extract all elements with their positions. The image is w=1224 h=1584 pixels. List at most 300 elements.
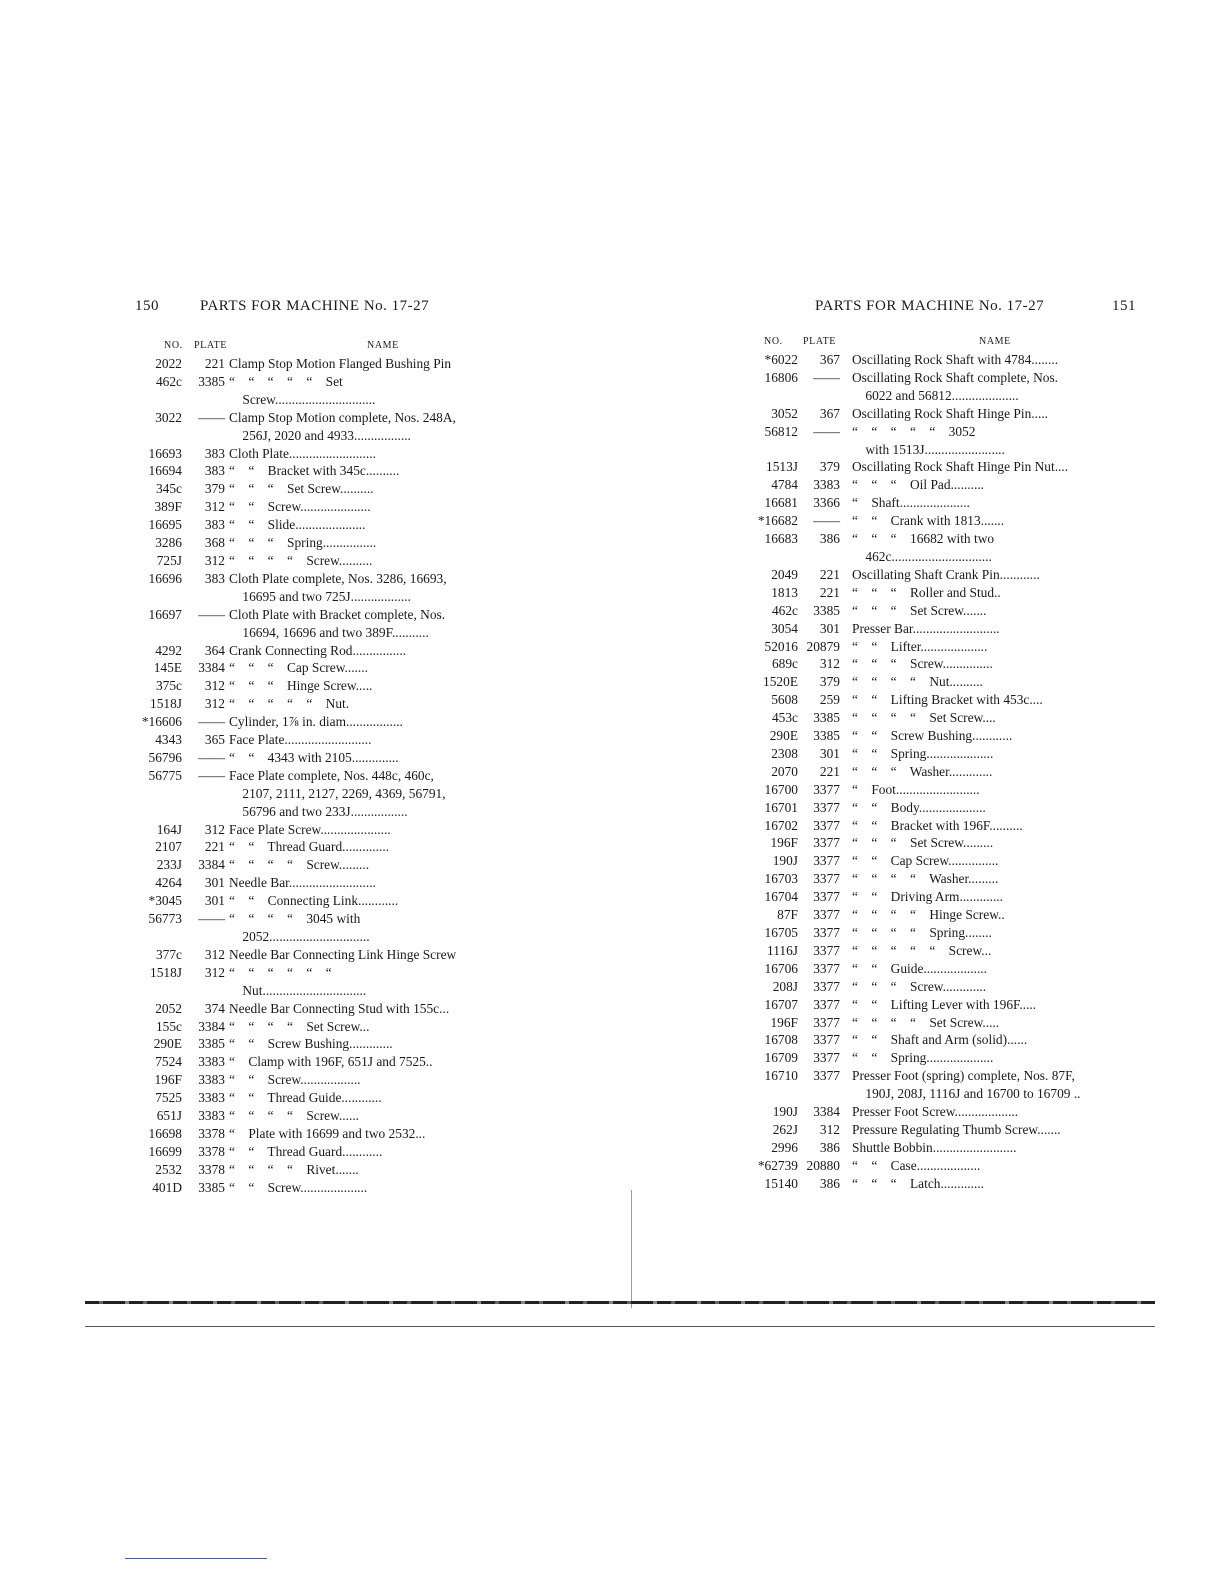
part-name: Pressure Regulating Thumb Screw....... [852, 1121, 1061, 1137]
part-number: 2532 [155, 1161, 182, 1177]
part-number: 2107 [155, 839, 182, 855]
part-name: “ “ Thread Guard............ [229, 1143, 383, 1159]
part-name: 190J, 208J, 1116J and 16700 to 16709 .. [852, 1086, 1081, 1102]
parts-list [130, 355, 523, 1197]
part-name: “ “ “ “ Set Screw.... [852, 710, 996, 726]
plate-number: 386 [819, 1175, 840, 1191]
part-number: 190J [772, 853, 798, 869]
part-number: 56812 [764, 423, 798, 439]
table-row [130, 355, 523, 373]
plate-number: 3377 [813, 960, 840, 976]
plate-number: 312 [819, 1121, 840, 1137]
plate-number: 3383 [198, 1054, 225, 1070]
table-row [745, 620, 1133, 638]
part-name: Cloth Plate with Bracket complete, Nos. [229, 606, 446, 622]
part-number: 16702 [764, 817, 798, 833]
table-row [130, 1161, 523, 1179]
part-name: “ “ “ Set Screw.......... [229, 481, 374, 497]
table-row [745, 369, 1133, 387]
part-number: 16707 [764, 996, 798, 1012]
plate-number: 3385 [813, 602, 840, 618]
part-name: “ “ “ “ Spring........ [852, 925, 992, 940]
column-header-no: NO. [164, 340, 183, 351]
plate-number: 3384 [813, 1104, 840, 1120]
part-number: 4264 [155, 875, 182, 891]
part-name: with 1513J........................ [852, 441, 1005, 457]
part-name: Cylinder, 1⅞ in. diam................. [229, 714, 403, 730]
table-row [130, 659, 523, 677]
plate-number: 3377 [813, 978, 840, 994]
part-number: 16683 [764, 531, 798, 547]
part-name: “ “ Screw Bushing............ [852, 728, 1013, 744]
part-name: Clamp Stop Motion complete, Nos. 248A, [229, 409, 456, 425]
table-row [130, 1107, 523, 1125]
part-number: 16699 [148, 1143, 182, 1159]
plate-number: 3377 [813, 907, 840, 923]
plate-number: 365 [204, 732, 225, 748]
part-number: *62739 [757, 1157, 798, 1173]
table-row [745, 727, 1133, 745]
part-name: Oscillating Rock Shaft complete, Nos. [852, 369, 1059, 385]
part-name: Crank Connecting Rod................ [229, 642, 407, 658]
plate-number: 3377 [813, 925, 840, 940]
part-name: “ “ “ Screw............. [852, 978, 987, 994]
part-number: 3022 [155, 409, 182, 425]
table-row [130, 731, 523, 749]
plate-number: 221 [819, 763, 840, 779]
part-number: 345c [155, 481, 182, 497]
part-number: 233J [156, 857, 182, 873]
plate-number: 312 [204, 696, 225, 712]
part-number: 1513J [766, 459, 798, 475]
plate-number: —— [198, 749, 225, 765]
part-name: “ “ Spring.................... [852, 745, 994, 761]
part-name: “ “ “ Hinge Screw..... [229, 678, 373, 694]
part-name: “ “ Screw.................. [229, 1072, 361, 1088]
plate-number: 3378 [198, 1125, 225, 1141]
part-name: “ “ Case................... [852, 1157, 981, 1173]
part-name: “ “ “ “ Rivet....... [229, 1161, 359, 1177]
table-row [745, 584, 1133, 602]
plate-number: 3377 [813, 853, 840, 869]
part-name: “ Foot......................... [852, 781, 980, 797]
part-number: 16703 [764, 871, 798, 887]
part-number: 1520E [763, 674, 798, 690]
table-row [745, 494, 1133, 512]
page-number: 150 [135, 298, 159, 314]
plate-number: 221 [819, 584, 840, 600]
part-number: 16698 [148, 1125, 182, 1141]
part-name: 462c.............................. [852, 548, 992, 564]
part-name: Oscillating Rock Shaft Hinge Pin..... [852, 405, 1049, 421]
table-row [130, 373, 523, 391]
part-number: 290E [769, 728, 798, 744]
plate-number: 3384 [198, 857, 225, 873]
parts-list [745, 351, 1133, 1193]
table-row [745, 763, 1133, 781]
part-number: 56796 [148, 749, 182, 765]
part-name: “ “ “ “ Set Screw... [229, 1018, 370, 1034]
part-name: “ “ “ “ “ Screw... [852, 942, 992, 958]
part-number: 7524 [155, 1054, 182, 1070]
plate-number: 312 [204, 678, 225, 694]
table-row [130, 606, 523, 624]
part-name: “ “ “ Set Screw....... [852, 602, 987, 618]
part-number: 87F [777, 907, 798, 923]
table-row [745, 978, 1133, 996]
part-number: 2070 [771, 763, 798, 779]
part-name: Needle Bar Connecting Stud with 155c... [229, 1000, 450, 1016]
table-row [130, 570, 523, 588]
part-name: “ “ “ Washer............. [852, 763, 993, 779]
part-name: “ “ “ “ Set Screw..... [852, 1014, 1000, 1030]
table-row [745, 960, 1133, 978]
table-row [745, 387, 1133, 405]
table-row [130, 445, 523, 463]
table-row [130, 946, 523, 964]
part-name: “ “ “ 16682 with two [852, 531, 995, 547]
part-name: Cloth Plate.......................... [229, 445, 376, 461]
plate-number: —— [813, 423, 840, 439]
part-number: 725J [156, 552, 182, 568]
part-number: 196F [770, 1014, 798, 1030]
table-row [130, 1071, 523, 1089]
part-name: “ “ Screw..................... [229, 499, 371, 515]
part-name: “ “ “ Screw............... [852, 656, 993, 672]
plate-number: 367 [819, 352, 840, 367]
part-number: 1813 [771, 584, 798, 600]
table-row [130, 1053, 523, 1071]
part-name: Oscillating Rock Shaft Hinge Pin Nut.... [852, 459, 1069, 475]
part-number: 651J [156, 1108, 182, 1124]
part-number: *6022 [764, 352, 798, 367]
part-name: Shuttle Bobbin......................... [852, 1139, 1017, 1155]
part-name: “ “ “ “ Nut.......... [852, 674, 983, 690]
table-row [130, 642, 523, 660]
table-row [745, 405, 1133, 423]
table-row [745, 638, 1133, 656]
part-number: 16708 [764, 1032, 798, 1048]
column-header-no: NO. [764, 336, 783, 347]
part-name: “ “ Bracket with 196F.......... [852, 817, 1023, 833]
part-number: 190J [772, 1104, 798, 1120]
column-header-name: NAME [367, 340, 399, 351]
table-row [130, 767, 523, 785]
table-row [745, 602, 1133, 620]
part-name: “ “ Spring.................... [852, 1050, 994, 1066]
part-name: Presser Foot Screw................... [852, 1104, 1019, 1120]
plate-number: 367 [819, 405, 840, 421]
table-row [745, 942, 1133, 960]
part-name: “ Shaft..................... [852, 495, 970, 511]
part-number: 16701 [764, 799, 798, 815]
part-number: 164J [156, 821, 182, 837]
part-name: Presser Foot (spring) complete, Nos. 87F, [852, 1068, 1075, 1084]
part-number: 4292 [155, 642, 182, 658]
part-name: “ “ “ “ Screw......... [229, 857, 370, 873]
table-row [745, 458, 1133, 476]
plate-number: 3384 [198, 1018, 225, 1034]
table-row [745, 1085, 1133, 1103]
page-gutter [631, 1190, 632, 1308]
part-number: 262J [772, 1121, 798, 1137]
part-number: 16705 [764, 925, 798, 940]
part-number: 2996 [771, 1139, 798, 1155]
part-number: 1518J [150, 964, 182, 980]
part-name: “ “ “ Spring................ [229, 535, 377, 551]
plate-number: 368 [204, 535, 225, 551]
plate-number: 383 [204, 570, 225, 586]
part-name: “ “ “ Oil Pad.......... [852, 477, 985, 493]
part-number: 377c [155, 946, 182, 962]
part-name: “ “ “ “ “ Set [229, 373, 343, 389]
plate-number: 379 [204, 481, 225, 497]
link-underline [125, 1558, 267, 1559]
part-number: 3052 [771, 405, 798, 421]
part-name: “ “ Slide..................... [229, 517, 366, 533]
plate-number: 374 [204, 1000, 225, 1016]
part-number: 290E [153, 1036, 182, 1052]
page-title: PARTS FOR MACHINE No. 17-27 [815, 298, 1045, 314]
part-name: “ “ “ “ Hinge Screw.. [852, 907, 1005, 923]
plate-number: 221 [204, 356, 225, 371]
part-number: 16693 [148, 445, 182, 461]
plate-number: 221 [819, 566, 840, 582]
part-number: 16695 [148, 517, 182, 533]
part-name: “ “ “ “ “ Nut. [229, 696, 350, 712]
part-number: 16709 [764, 1050, 798, 1066]
part-name: Face Plate Screw..................... [229, 821, 391, 837]
plate-number: —— [198, 767, 225, 783]
table-row [130, 552, 523, 570]
table-row [130, 1143, 523, 1161]
table-row [745, 423, 1133, 441]
table-row [745, 745, 1133, 763]
part-number: 462c [771, 602, 798, 618]
part-name: Cloth Plate complete, Nos. 3286, 16693, [229, 570, 447, 586]
part-name: “ Clamp with 196F, 651J and 7525.. [229, 1054, 433, 1070]
part-name: Needle Bar Connecting Link Hinge Screw [229, 946, 457, 962]
part-name: “ “ “ Latch............. [852, 1175, 985, 1191]
table-row [745, 834, 1133, 852]
page-title: PARTS FOR MACHINE No. 17-27 [200, 298, 430, 314]
plate-number: 3383 [198, 1072, 225, 1088]
table-row [130, 624, 523, 642]
table-row [745, 817, 1133, 835]
plate-number: 312 [204, 552, 225, 568]
table-row [745, 548, 1133, 566]
part-name: “ “ Crank with 1813....... [852, 513, 1005, 529]
part-name: Screw.............................. [229, 391, 376, 407]
part-name: Needle Bar.......................... [229, 875, 376, 891]
part-name: “ “ “ “ “ 3052 [852, 423, 976, 439]
table-row [745, 1103, 1133, 1121]
part-number: 462c [155, 373, 182, 389]
table-row [130, 749, 523, 767]
table-row [130, 1018, 523, 1036]
plate-number: 301 [819, 620, 840, 636]
plate-number: 312 [204, 821, 225, 837]
part-name: “ “ Thread Guide............ [229, 1090, 382, 1106]
part-number: 16681 [764, 495, 798, 511]
part-number: 16706 [764, 960, 798, 976]
table-row [745, 709, 1133, 727]
plate-number: 383 [204, 463, 225, 479]
table-row [130, 892, 523, 910]
plate-number: 379 [819, 674, 840, 690]
table-row [745, 1175, 1133, 1193]
table-row [745, 1157, 1133, 1175]
table-row [745, 996, 1133, 1014]
table-row [130, 803, 523, 821]
part-number: 3054 [771, 620, 798, 636]
plate-number: 20879 [806, 638, 840, 654]
table-row [130, 928, 523, 946]
table-row [130, 910, 523, 928]
table-row [745, 906, 1133, 924]
plate-number: 301 [819, 745, 840, 761]
plate-number: 3377 [813, 835, 840, 851]
plate-number: —— [198, 606, 225, 622]
plate-number: 383 [204, 517, 225, 533]
part-name: “ “ “ Cap Screw....... [229, 660, 368, 676]
plate-number: 3378 [198, 1161, 225, 1177]
part-name: “ “ Screw.................... [229, 1179, 368, 1195]
table-row [130, 856, 523, 874]
part-name: 16695 and two 725J.................. [229, 588, 411, 604]
table-row [130, 498, 523, 516]
table-row [745, 1139, 1133, 1157]
part-name: “ Plate with 16699 and two 2532... [229, 1125, 426, 1141]
part-name: Oscillating Rock Shaft with 4784........ [852, 352, 1059, 367]
part-number: 401D [152, 1179, 182, 1195]
plate-number: 221 [204, 839, 225, 855]
plate-number: 3377 [813, 1050, 840, 1066]
table-row [745, 530, 1133, 548]
scan-edge-rule [85, 1301, 1155, 1304]
plate-number: 3385 [198, 1036, 225, 1052]
part-name: “ “ Lifting Lever with 196F..... [852, 996, 1037, 1012]
plate-number: —— [813, 513, 840, 529]
part-number: 16710 [764, 1068, 798, 1084]
part-name: Presser Bar.......................... [852, 620, 1000, 636]
part-number: 2052 [155, 1000, 182, 1016]
part-name: “ “ “ Set Screw......... [852, 835, 994, 851]
column-header-plate: PLATE [194, 340, 227, 351]
column-header-plate: PLATE [803, 336, 836, 347]
plate-number: 3377 [813, 1014, 840, 1030]
part-number: 2022 [155, 356, 182, 371]
plate-number: 312 [204, 964, 225, 980]
plate-number: 3377 [813, 1032, 840, 1048]
table-row [130, 677, 523, 695]
table-row [745, 566, 1133, 584]
plate-number: 3377 [813, 889, 840, 905]
part-name: “ “ Driving Arm............. [852, 889, 1003, 905]
part-name: 6022 and 56812.................... [852, 387, 1019, 403]
table-row [130, 480, 523, 498]
part-name: 16694, 16696 and two 389F........... [229, 624, 429, 640]
part-name: “ “ “ “ Screw.......... [229, 552, 373, 568]
part-name: “ “ “ “ Washer......... [852, 871, 999, 887]
plate-number: 383 [204, 445, 225, 461]
table-row [130, 838, 523, 856]
table-row [745, 1031, 1133, 1049]
table-row [130, 695, 523, 713]
bottom-rule [85, 1326, 1155, 1327]
part-number: 2308 [771, 745, 798, 761]
part-number: *16682 [757, 513, 798, 529]
plate-number: 301 [204, 893, 225, 909]
part-name: “ “ Connecting Link............ [229, 893, 399, 909]
plate-number: 364 [204, 642, 225, 658]
plate-number: 3385 [198, 1179, 225, 1195]
part-number: 16697 [148, 606, 182, 622]
table-row [745, 673, 1133, 691]
part-number: 52016 [764, 638, 798, 654]
part-number: *3045 [148, 893, 182, 909]
table-row [745, 924, 1133, 942]
plate-number: 3377 [813, 799, 840, 815]
table-row [130, 874, 523, 892]
plate-number: —— [198, 409, 225, 425]
plate-number: 3385 [198, 373, 225, 389]
part-number: 453c [771, 710, 798, 726]
plate-number: 386 [819, 531, 840, 547]
part-number: *16606 [141, 714, 182, 730]
right-page [612, 0, 1224, 1584]
plate-number: 312 [204, 499, 225, 515]
table-row [130, 588, 523, 606]
table-row [745, 351, 1133, 369]
part-name: Face Plate complete, Nos. 448c, 460c, [229, 767, 434, 783]
part-number: 389F [154, 499, 182, 515]
part-name: “ “ “ “ Screw...... [229, 1108, 360, 1124]
table-row [745, 512, 1133, 530]
part-name: “ “ Bracket with 345c.......... [229, 463, 400, 479]
plate-number: 3383 [813, 477, 840, 493]
table-row [130, 1179, 523, 1197]
part-name: “ “ Cap Screw............... [852, 853, 999, 869]
plate-number: 379 [819, 459, 840, 475]
part-name: “ “ Shaft and Arm (solid)...... [852, 1032, 1028, 1048]
plate-number: —— [813, 369, 840, 385]
table-row [745, 870, 1133, 888]
table-row [130, 1125, 523, 1143]
part-number: 1518J [150, 696, 182, 712]
table-row [745, 888, 1133, 906]
plate-number: 3377 [813, 781, 840, 797]
part-number: 196F [154, 1072, 182, 1088]
part-name: “ “ “ “ “ “ [229, 964, 332, 980]
table-row [745, 1014, 1133, 1032]
part-name: 56796 and two 233J................. [229, 803, 408, 819]
part-name: “ “ Screw Bushing............. [229, 1036, 393, 1052]
part-name: 2052.............................. [229, 929, 370, 944]
plate-number: —— [198, 714, 225, 730]
table-row [130, 516, 523, 534]
page-number: 151 [1112, 298, 1136, 314]
part-number: 2049 [771, 566, 798, 582]
part-name: “ “ Lifting Bracket with 453c.... [852, 692, 1043, 708]
plate-number: 312 [204, 946, 225, 962]
part-name: “ “ Thread Guard.............. [229, 839, 390, 855]
part-number: 15140 [764, 1175, 798, 1191]
plate-number: 3377 [813, 871, 840, 887]
table-row [130, 462, 523, 480]
table-row [130, 964, 523, 982]
table-row [745, 476, 1133, 494]
